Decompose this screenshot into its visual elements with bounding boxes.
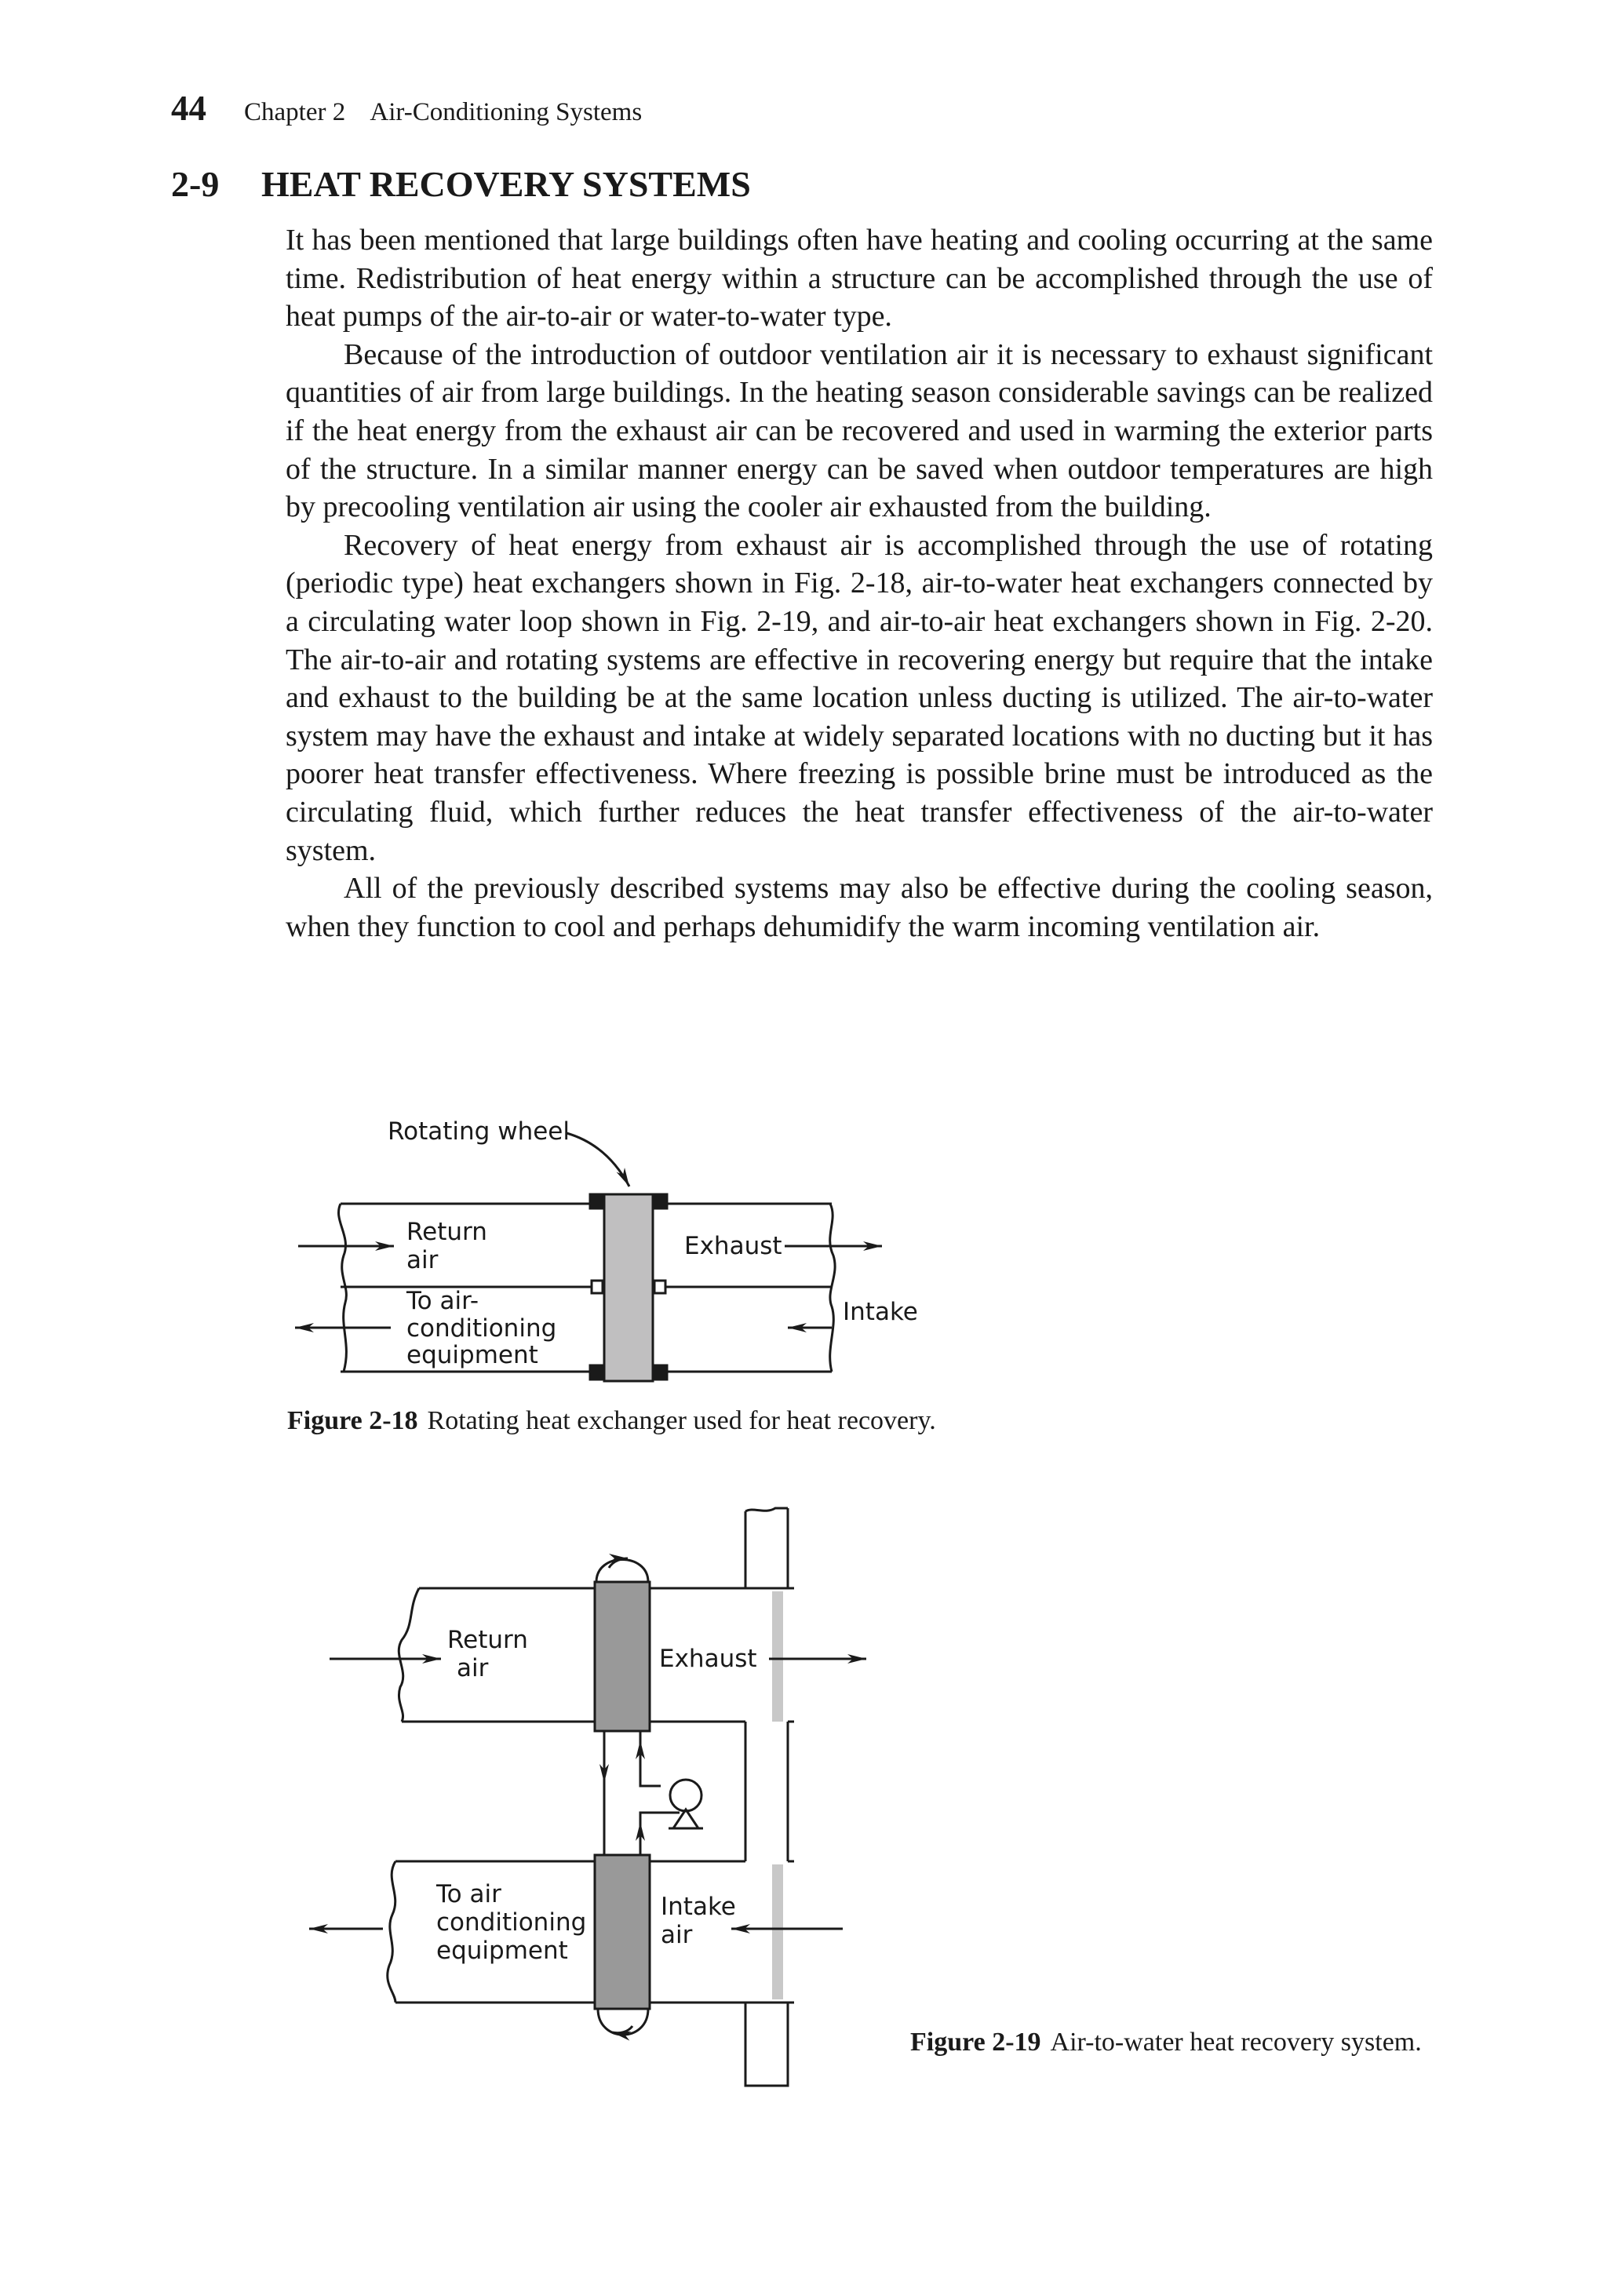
loop-pipe-right-lower <box>640 1813 680 1855</box>
label-return-air: air <box>457 1654 489 1682</box>
label-exhaust: Exhaust <box>659 1645 757 1673</box>
wall-top-segment <box>745 1508 788 1588</box>
lower-loop-bend <box>598 2009 648 2035</box>
upper-coil <box>595 1582 650 1731</box>
label-conditioning: conditioning <box>436 1908 587 1937</box>
wall-bottom-segment <box>745 2003 788 2086</box>
louvre-band <box>772 1864 783 1999</box>
paragraph: All of the previously described systems may also be effective during the cooling season, when they function to cool and perhaps dehumidify the warm incoming ventilation air. <box>286 872 1433 943</box>
figure-2-18 <box>295 1133 882 1381</box>
label-equipment: equipment <box>436 1937 568 1965</box>
caption-text: Rotating heat exchanger used for heat recovery. <box>427 1406 936 1435</box>
seal-block <box>590 1365 603 1379</box>
seal-block <box>592 1281 603 1293</box>
caption-label: Figure 2-18 <box>287 1406 418 1435</box>
rotating-wheel <box>604 1194 653 1381</box>
louvre-band <box>772 1591 783 1722</box>
wall-top-break <box>745 1508 788 1511</box>
lower-duct-break <box>388 1861 395 2003</box>
upper-duct-break <box>399 1588 419 1722</box>
label-return-air: air <box>406 1246 439 1274</box>
label-intake-air: air <box>661 1921 693 1949</box>
seal-block <box>654 1365 667 1379</box>
label-rotating-wheel: Rotating wheel <box>388 1117 570 1146</box>
pump-icon <box>670 1780 701 1811</box>
section-number: 2-9 <box>171 164 220 204</box>
label-return: Return <box>447 1626 528 1654</box>
lower-coil <box>595 1855 650 2009</box>
label-conditioning: conditioning <box>406 1314 557 1343</box>
figure-2-19-caption <box>910 2024 1428 2061</box>
seal-block <box>590 1194 603 1208</box>
loop-bend-arrow <box>612 2026 632 2033</box>
right-break-line <box>830 1204 835 1372</box>
paragraph: It has been mentioned that large buildings often have heating and cooling occurring at the same time. Redistribution of heat energy within a structure can be accomplished through the use of heat pumps of the air-to-air or water-to-water type. <box>286 224 1433 333</box>
label-return: Return <box>406 1218 487 1246</box>
paragraph: Because of the introduction of outdoor ventilation air it is necessary to exhaust significant quantities of air from large buildings. In the heating season considerable savings can be realized if the heat energy from the exhaust air can be recovered and used in warming the exterior parts of the structure. In a similar manner energy can be saved when outdoor temperatures are high by precooling ventilation air using the cooler air exhausted from the building. <box>286 337 1433 524</box>
figure-2-18-caption <box>287 1403 936 1439</box>
label-intake: Intake <box>843 1298 918 1326</box>
section-title: HEAT RECOVERY SYSTEMS <box>261 164 751 204</box>
running-head: Chapter 2 Air-Conditioning Systems <box>244 98 643 126</box>
label-equipment: equipment <box>406 1341 538 1369</box>
upper-loop-bend <box>596 1560 648 1583</box>
caption-label: Figure 2-19 <box>910 2028 1041 2057</box>
label-intake: Intake <box>661 1893 736 1921</box>
label-to-air: To air <box>436 1880 501 1908</box>
figure-2-19 <box>309 1508 866 2086</box>
label-exhaust: Exhaust <box>684 1232 782 1260</box>
page-number: 44 <box>171 89 206 128</box>
paragraph: Recovery of heat energy from exhaust air is accomplished through the use of rotating (periodic type) heat exchangers shown in Fig. 2-18, air-to-water heat exchangers connected by a circulating water loop shown in Fig. 2-19, and air-to-air heat exchangers shown in Fig. 2-20. The air-to-air and rotating systems are effective in recovering energy but require that the intake and exhaust to the building be at the same location unless ducting is utilized. The air-to-water system may have the exhaust and intake at widely separated locations with no ducting but it has poorer heat transfer effectiveness. Where freezing is possible brine must be introduced as the circulating fluid, which further reduces the heat transfer effectiveness of the air-to-water system. <box>286 528 1433 867</box>
seal-block <box>654 1281 665 1293</box>
loop-pipe-right-upper <box>640 1731 661 1786</box>
label-to-air: To air- <box>406 1287 479 1315</box>
seal-block <box>654 1194 667 1208</box>
caption-text: Air-to-water heat recovery system. <box>1050 2028 1422 2057</box>
rotating-wheel-leader <box>567 1133 629 1186</box>
